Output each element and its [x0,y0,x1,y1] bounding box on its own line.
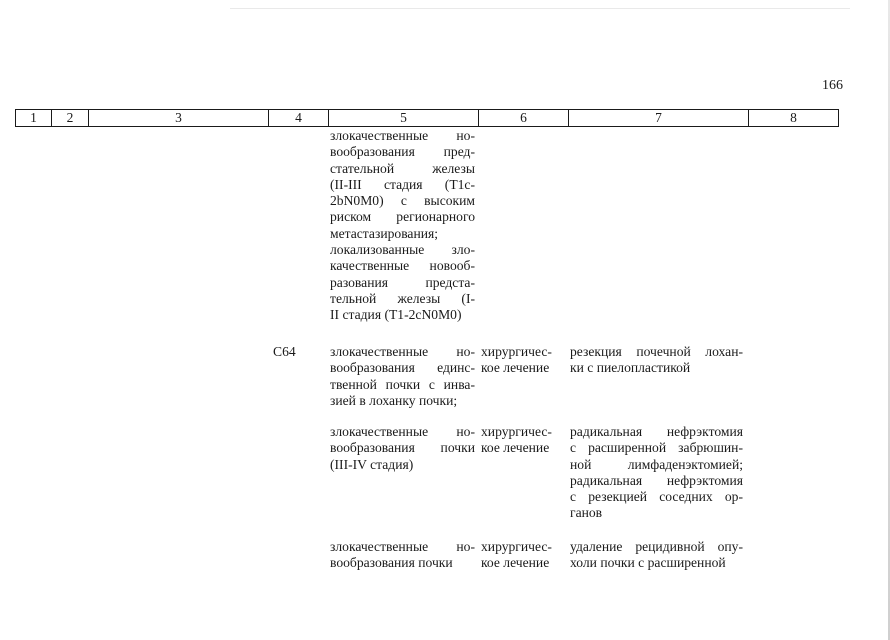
treatment-line: хирургичес- [481,424,552,439]
treatment-line: хирургичес- [481,344,552,359]
diagnosis-line: твенной почки с инва- [330,376,475,392]
column-number-8: 8 [749,110,839,127]
method-line: ганов [570,505,603,521]
diagnosis-line: качественные новооб- [330,258,475,274]
diagnosis-line: стательной железы [330,160,475,176]
diagnosis-line: злокачественные но- [330,424,475,439]
column-number-6: 6 [479,110,569,127]
diagnosis-line: злокачественные но- [330,128,475,143]
method-line: холи почки с расширенной [570,555,726,571]
scan-artifact-line [230,8,850,9]
diagnosis-cell-block-0 [330,128,475,324]
method-line: ной лимфаденэктомией; [570,456,743,472]
diagnosis-line: злокачественные но- [330,344,475,359]
diagnosis-line: тельной железы (I- [330,290,475,306]
column-number-2: 2 [52,110,89,127]
column-number-3: 3 [89,110,269,127]
diagnosis-cell-block-3 [330,539,475,572]
column-number-7: 7 [569,110,749,127]
treatment-cell-block-2 [481,424,561,457]
method-cell-block-3 [570,539,743,572]
diagnosis-line: вообразования почки [330,555,453,571]
method-line: с расширенной забрюшин- [570,440,743,456]
column-number-1: 1 [16,110,52,127]
method-line: резекция почечной лохан- [570,344,743,359]
treatment-line: кое лечение [481,440,550,456]
diagnosis-line: 2bN0M0) с высоким [330,193,475,209]
diagnosis-line: (II-III стадия (T1c- [330,176,475,192]
treatment-line: кое лечение [481,360,550,376]
diagnosis-line: злокачественные но- [330,539,475,554]
column-number-5: 5 [329,110,479,127]
diagnosis-line: разования предста- [330,274,475,290]
diagnosis-line: локализованные зло- [330,242,475,258]
treatment-line: кое лечение [481,555,550,571]
diagnosis-line: вообразования почки [330,440,475,456]
diagnosis-cell-block-2 [330,424,475,473]
column-number-header-row [15,109,839,127]
treatment-line: хирургичес- [481,539,552,554]
diagnosis-line: вообразования единс- [330,360,475,376]
method-cell-block-2 [570,424,743,522]
page-number: 166 [822,78,843,93]
diagnosis-cell-block-1 [330,344,475,409]
icd-code-c64: C64 [273,344,296,359]
column-number-4: 4 [269,110,329,127]
diagnosis-line: риском регионарного [330,209,475,225]
diagnosis-line: II стадия (T1-2cN0M0) [330,307,462,323]
diagnosis-line: метастазирования; [330,225,439,241]
method-line: с резекцией соседних ор- [570,489,743,505]
method-line: ки с пиелопластикой [570,360,691,376]
method-line: радикальная нефрэктомия [570,424,743,439]
method-line: удаление рецидивной опу- [570,539,743,554]
treatment-cell-block-3 [481,539,561,572]
diagnosis-line: вообразования пред- [330,144,475,160]
treatment-cell-block-1 [481,344,561,377]
diagnosis-line: зией в лоханку почки; [330,392,458,408]
diagnosis-line: (III-IV стадия) [330,456,414,472]
method-line: радикальная нефрэктомия [570,472,743,488]
method-cell-block-1 [570,344,743,377]
